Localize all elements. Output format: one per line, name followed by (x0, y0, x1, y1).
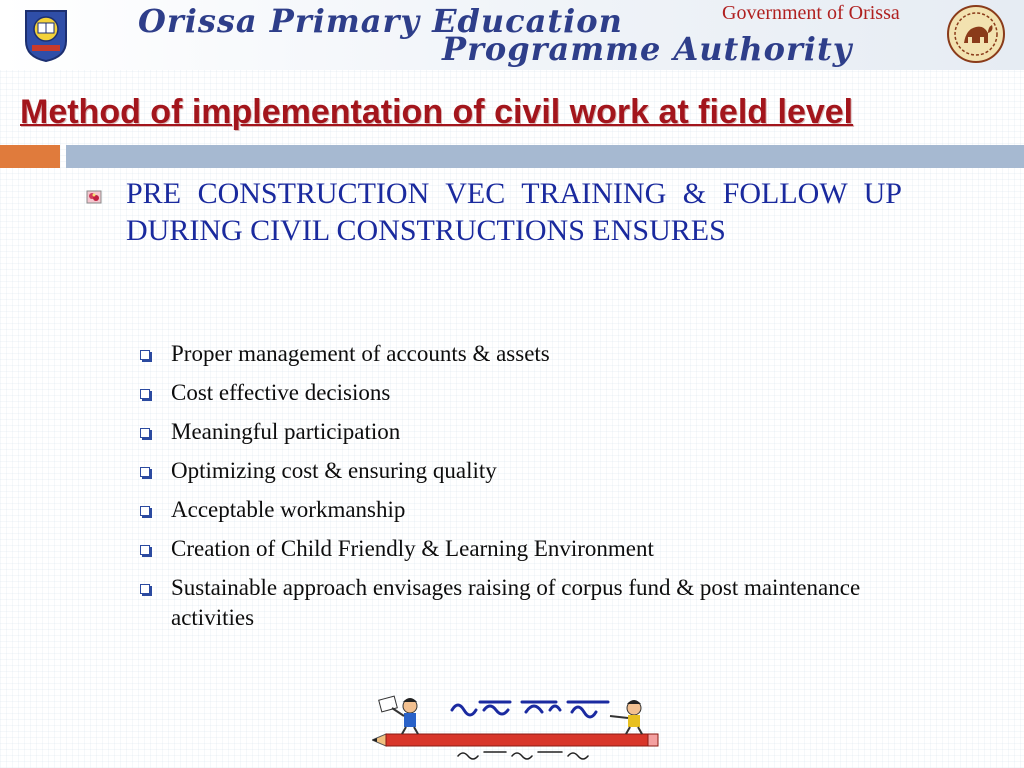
banner-line-2: Programme Authority (442, 30, 853, 68)
list-item (138, 417, 898, 447)
list-item (138, 378, 898, 408)
checkbox-bullet-icon (140, 545, 150, 555)
slide-title: Method of implementation of civil work at field level (20, 93, 854, 131)
list-item (138, 339, 898, 369)
checkbox-bullet-icon (140, 389, 150, 399)
list-item (138, 495, 898, 525)
list-item-text: Sustainable approach envisages raising of corpus fund & post maintenance activities (171, 575, 861, 630)
flower-bullet-icon (86, 190, 102, 204)
sub-points-list (138, 339, 898, 642)
checkbox-bullet-icon (140, 584, 150, 594)
list-item (138, 456, 898, 486)
list-item-text: Acceptable workmanship (171, 497, 406, 522)
list-item-text: Proper management of accounts & assets (171, 341, 550, 366)
list-item-text: Meaningful participation (171, 419, 401, 444)
orissa-state-emblem-icon (944, 3, 1008, 65)
list-item-text: Cost effective decisions (171, 380, 391, 405)
main-bullet-point: PRE CONSTRUCTION VEC TRAINING & FOLLOW UP DURING CIVIL CONSTRUCTIONS ENSURES (126, 177, 902, 247)
checkbox-bullet-icon (140, 467, 150, 477)
list-item (138, 573, 898, 633)
accent-bar-blue (66, 145, 1024, 168)
header-banner (0, 0, 1024, 70)
list-item-text: Optimizing cost & ensuring quality (171, 458, 497, 483)
opepa-logo-icon (22, 7, 70, 63)
checkbox-bullet-icon (140, 350, 150, 360)
checkbox-bullet-icon (140, 428, 150, 438)
list-item (138, 534, 898, 564)
government-label: Government of Orissa (722, 2, 900, 24)
accent-bar-orange (0, 145, 60, 168)
checkbox-bullet-icon (140, 506, 150, 516)
banner-line-1: Orissa Primary Education (138, 2, 623, 40)
sarva-shiksha-abhiyan-logo-icon (372, 688, 662, 766)
list-item-text: Creation of Child Friendly & Learning Environment (171, 536, 654, 561)
